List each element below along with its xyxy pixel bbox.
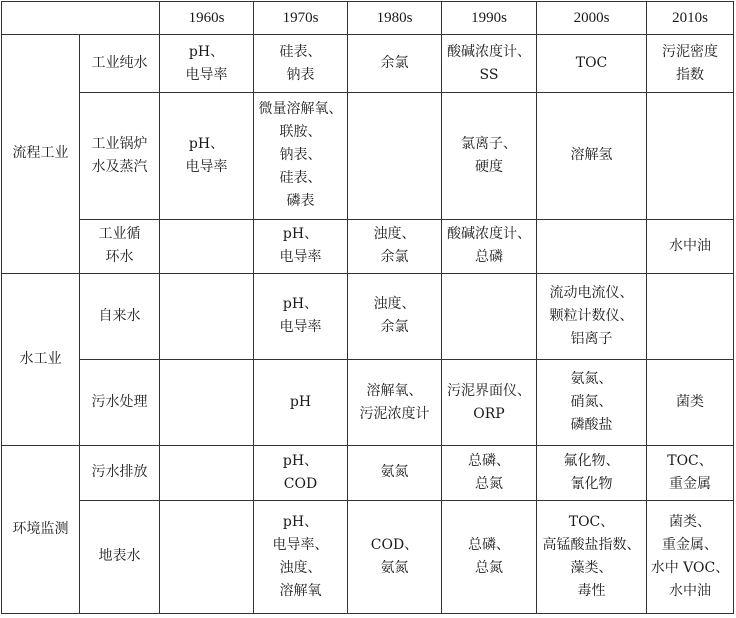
cell-line: 酸碱浓度计、 — [447, 226, 531, 243]
cell-line: 污水处理 — [91, 394, 148, 411]
cell-line: 菌类 — [676, 394, 704, 411]
cell-line: 自来水 — [98, 307, 141, 324]
data-cell — [647, 273, 734, 359]
cell-line: 氯离子、 — [461, 135, 517, 152]
data-cell — [160, 360, 254, 446]
cell-line: 磷酸盐 — [570, 417, 613, 434]
cell-line: 溶解氧、 — [366, 382, 423, 399]
cell-line: 酸碱浓度计、 — [447, 43, 531, 60]
cell-line: 浊度、 — [373, 296, 416, 313]
cell-line: 溶解氢 — [570, 147, 613, 164]
cell-line: 污水排放 — [91, 464, 148, 481]
cell-line: 工业循 — [98, 226, 141, 243]
data-cell — [647, 360, 734, 446]
monitoring-table — [1, 1, 734, 614]
cell-line: 磷表 — [286, 193, 315, 210]
cell-line: 硅表、 — [279, 170, 322, 187]
cell-line: 硬度 — [475, 158, 503, 175]
table-body — [2, 35, 734, 614]
data-cell — [442, 93, 537, 219]
cell-line: TOC、 — [667, 452, 713, 469]
data-cell — [254, 273, 348, 359]
cell-line: 溶解氧 — [279, 582, 322, 599]
data-cell — [348, 93, 442, 219]
data-cell — [160, 35, 254, 93]
data-cell — [537, 360, 647, 446]
cell-line: 高锰酸盐指数、 — [542, 536, 641, 553]
data-cell — [442, 360, 537, 446]
cell-line: 氨氮、 — [570, 371, 613, 388]
cell-line: 污泥界面仪、 — [447, 382, 531, 399]
cell-line: SS — [479, 66, 499, 83]
group-label: 水工业 — [2, 273, 80, 446]
table-row — [2, 219, 734, 273]
cell-line: 藻类、 — [570, 559, 613, 576]
header-decade: 1990s — [442, 2, 537, 35]
data-cell — [160, 500, 254, 613]
data-cell — [254, 219, 348, 273]
data-cell — [647, 446, 734, 500]
cell-line: 污泥浓度计 — [359, 405, 430, 422]
cell-line: 氰化物 — [570, 475, 613, 492]
data-cell — [442, 500, 537, 613]
cell-line: 电导率 — [279, 249, 322, 266]
cell-line: 地表水 — [98, 548, 141, 565]
table-row — [2, 35, 734, 93]
cell-line: COD、 — [370, 536, 419, 553]
header-decade: 1960s — [160, 2, 254, 35]
data-cell — [537, 219, 647, 273]
cell-line: pH、 — [282, 452, 319, 469]
cell-line: 水中油 — [669, 582, 711, 599]
cell-line: 氨氮 — [380, 464, 409, 481]
cell-line: 水中油 — [669, 237, 711, 254]
cell-line: 流动电流仪、 — [549, 284, 634, 301]
data-cell — [160, 219, 254, 273]
cell-line: 水中 VOC、 — [650, 559, 730, 576]
subcategory-label — [80, 93, 160, 219]
header-decade: 2010s — [647, 2, 734, 35]
subcategory-label — [80, 446, 160, 500]
data-cell — [537, 500, 647, 613]
cell-line: 工业纯水 — [91, 55, 148, 72]
cell-line: 污泥密度 — [662, 43, 718, 60]
data-cell — [442, 219, 537, 273]
data-cell — [160, 93, 254, 219]
data-cell — [647, 35, 734, 93]
data-cell — [348, 500, 442, 613]
cell-line: 氟化物、 — [563, 452, 620, 469]
subcategory-label — [80, 35, 160, 93]
cell-line: 菌类、 — [669, 513, 711, 530]
data-cell — [348, 219, 442, 273]
data-cell — [647, 93, 734, 219]
data-cell — [254, 360, 348, 446]
cell-line: pH、 — [188, 135, 225, 152]
cell-line: TOC — [575, 55, 608, 72]
data-cell — [647, 500, 734, 613]
cell-line: 总氮 — [475, 475, 503, 492]
cell-line: 电导率 — [279, 319, 322, 336]
table-row — [2, 93, 734, 219]
header-decade: 1980s — [348, 2, 442, 35]
cell-line: COD — [283, 475, 318, 492]
cell-line: 总磷、 — [468, 452, 510, 469]
cell-line: 铝离子 — [570, 330, 613, 347]
subcategory-label — [80, 500, 160, 613]
cell-line: 毒性 — [577, 582, 606, 599]
subcategory-label — [80, 219, 160, 273]
cell-line: pH、 — [282, 513, 319, 530]
cell-line: 电导率 — [185, 158, 228, 175]
data-cell — [537, 446, 647, 500]
cell-line: pH — [289, 394, 312, 411]
cell-line: pH、 — [282, 296, 319, 313]
data-cell — [537, 273, 647, 359]
cell-line: 工业锅炉 — [91, 135, 148, 152]
table-row — [2, 500, 734, 613]
header-corner — [2, 2, 160, 35]
data-cell — [537, 35, 647, 93]
data-cell — [442, 273, 537, 359]
cell-line: 电导率 — [185, 66, 228, 83]
cell-line: 总磷 — [475, 249, 503, 266]
data-cell — [254, 500, 348, 613]
cell-line: 硝氮、 — [570, 394, 613, 411]
data-cell — [348, 360, 442, 446]
cell-line: 水及蒸汽 — [91, 158, 148, 175]
table-row — [2, 360, 734, 446]
cell-line: TOC、 — [568, 513, 615, 530]
table-row — [2, 273, 734, 359]
data-cell — [348, 35, 442, 93]
data-cell — [254, 35, 348, 93]
cell-line: 微量溶解氧、 — [258, 101, 343, 118]
data-cell — [537, 93, 647, 219]
cell-line: 重金属 — [669, 475, 711, 492]
data-cell — [160, 273, 254, 359]
cell-line: 钠表 — [286, 66, 315, 83]
group-label: 环境监测 — [2, 446, 80, 614]
cell-line: 电导率、 — [272, 536, 329, 553]
subcategory-label — [80, 360, 160, 446]
header-row — [2, 2, 734, 35]
cell-line: 联胺、 — [279, 124, 322, 141]
cell-line: 余氯 — [380, 319, 409, 336]
cell-line: 环水 — [105, 249, 134, 266]
cell-line: 重金属、 — [662, 536, 718, 553]
cell-line: 总氮 — [475, 559, 503, 576]
subcategory-label — [80, 273, 160, 359]
group-label: 流程工业 — [2, 35, 80, 274]
table-row — [2, 446, 734, 500]
cell-line: pH、 — [282, 226, 319, 243]
cell-line: 氨氮 — [380, 559, 409, 576]
cell-line: 余氯 — [380, 55, 409, 72]
data-cell — [442, 35, 537, 93]
header-decade: 1970s — [254, 2, 348, 35]
data-cell — [254, 93, 348, 219]
data-cell — [348, 273, 442, 359]
data-cell — [160, 446, 254, 500]
data-cell — [348, 446, 442, 500]
cell-line: pH、 — [188, 43, 225, 60]
cell-line: 指数 — [676, 66, 704, 83]
cell-line: ORP — [473, 405, 505, 422]
cell-line: 硅表、 — [279, 43, 322, 60]
cell-line: 浊度、 — [373, 226, 416, 243]
header-decade: 2000s — [537, 2, 647, 35]
cell-line: 浊度、 — [279, 559, 322, 576]
cell-line: 余氯 — [380, 249, 409, 266]
cell-line: 钠表、 — [279, 147, 322, 164]
cell-line: 颗粒计数仪、 — [549, 307, 634, 324]
data-cell — [647, 219, 734, 273]
data-cell — [442, 446, 537, 500]
data-cell — [254, 446, 348, 500]
cell-line: 总磷、 — [468, 536, 510, 553]
